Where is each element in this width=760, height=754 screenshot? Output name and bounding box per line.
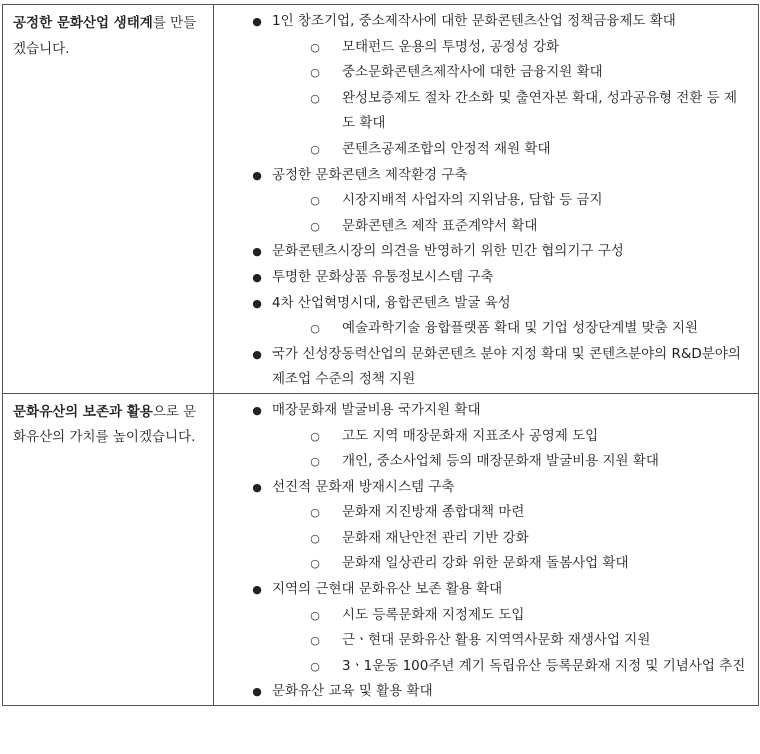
policy-item-text: 4차 산업혁명시대, 융합콘텐츠 발굴 육성 <box>272 294 511 311</box>
policy-subitem-text: 시장지배적 사업자의 지위남용, 담합 등 금지 <box>342 192 603 209</box>
policy-row <box>3 393 759 705</box>
policy-subitem-text: 문화콘텐츠 제작 표준계약서 확대 <box>342 217 538 234</box>
hollow-bullet-icon: ○ <box>310 91 320 105</box>
hollow-bullet-icon: ○ <box>310 455 320 469</box>
policy-subitem <box>214 654 746 680</box>
policy-item-text: 문화유산 교육 및 활용 확대 <box>272 683 433 700</box>
policy-subitem-text: 문화재 재난안전 관리 기반 강화 <box>342 529 529 546</box>
policy-item-text: 국가 신성장동력산업의 문화콘텐츠 분야 지정 확대 및 콘텐츠분야의 R&D분야의 제조업 수준의 정책 지원 <box>272 345 741 388</box>
policy-subitem-list <box>272 603 746 680</box>
policy-subitem-text: 모태펀드 운용의 투명성, 공정성 강화 <box>342 38 560 55</box>
hollow-bullet-icon: ○ <box>310 659 320 673</box>
hollow-bullet-icon: ○ <box>310 66 320 80</box>
policy-subitem <box>214 526 746 552</box>
policy-subitem <box>214 551 746 577</box>
policy-subitem-list <box>272 188 746 239</box>
policy-subitem-text: 개인, 중소사업체 등의 매장문화재 발굴비용 지원 확대 <box>342 453 659 470</box>
hollow-bullet-icon: ○ <box>310 557 320 571</box>
policy-item-text: 매장문화재 발굴비용 국가지원 확대 <box>272 401 481 418</box>
filled-bullet-icon: ● <box>252 270 262 284</box>
policy-subitem-text: 콘텐츠공제조합의 안정적 재원 확대 <box>342 140 551 157</box>
policy-item <box>214 475 758 577</box>
hollow-bullet-icon: ○ <box>310 634 320 648</box>
policy-item-text: 문화콘텐츠시장의 의견을 반영하기 위한 민간 협의기구 구성 <box>272 243 624 260</box>
policy-subitem-list <box>272 500 746 577</box>
policy-table-body <box>3 5 759 706</box>
policy-subitem-text: 예술과학기술 융합플랫폼 확대 및 기업 성장단계별 맞춤 지원 <box>342 320 699 337</box>
policy-subitem <box>214 316 746 342</box>
hollow-bullet-icon: ○ <box>310 506 320 520</box>
policy-subitem <box>214 188 746 214</box>
policy-subitem-text: 완성보증제도 절차 간소화 및 출연자본 확대, 성과공유형 전환 등 제도 확대 <box>342 89 738 132</box>
filled-bullet-icon: ● <box>252 685 262 699</box>
hollow-bullet-icon: ○ <box>310 142 320 156</box>
policy-item <box>214 342 758 393</box>
policy-goal-rest: 으로 문화유산의 가치를 높이겠습니다. <box>13 403 197 446</box>
filled-bullet-icon: ● <box>252 245 262 259</box>
policy-subitem <box>214 449 746 475</box>
policy-goal-text <box>13 11 203 62</box>
policy-row <box>3 5 759 394</box>
policy-subitem-list <box>272 35 746 163</box>
policy-subitem-text: 중소문화콘텐츠제작사에 대한 금융지원 확대 <box>342 64 603 81</box>
policy-goal-text <box>13 400 203 451</box>
policy-item-text: 지역의 근현대 문화유산 보존 활용 확대 <box>272 581 503 598</box>
policy-item-text: 투명한 문화상품 유통정보시스템 구축 <box>272 268 494 285</box>
policy-subitem-text: 근ㆍ현대 문화유산 활용 지역역사문화 재생사업 지원 <box>342 632 651 649</box>
policy-subitem <box>214 60 746 86</box>
filled-bullet-icon: ● <box>252 403 262 417</box>
policy-items-cell <box>214 393 759 705</box>
filled-bullet-icon: ● <box>252 296 262 310</box>
filled-bullet-icon: ● <box>252 480 262 494</box>
policy-subitem-text: 문화재 지진방재 종합대책 마련 <box>342 504 525 521</box>
policy-subitem <box>214 214 746 240</box>
policy-item-text: 선진적 문화재 방재시스템 구축 <box>272 478 455 495</box>
hollow-bullet-icon: ○ <box>310 322 320 336</box>
policy-table <box>2 4 759 706</box>
policy-subitem-text: 3ㆍ1운동 100주년 계기 독립유산 등록문화재 지정 및 기념사업 추진 <box>342 657 746 674</box>
policy-goal-bold: 공정한 문화산업 생태계 <box>13 15 153 31</box>
policy-goal-cell <box>3 5 214 394</box>
policy-subitem <box>214 137 746 163</box>
policy-subitem <box>214 35 746 61</box>
policy-subitem <box>214 603 746 629</box>
filled-bullet-icon: ● <box>252 583 262 597</box>
policy-subitem <box>214 628 746 654</box>
policy-goal-bold: 문화유산의 보존과 활용 <box>13 403 153 420</box>
policy-subitem <box>214 424 746 450</box>
policy-item <box>214 291 758 342</box>
policy-subitem-list <box>272 316 746 342</box>
policy-subitem-list <box>272 424 746 475</box>
filled-bullet-icon: ● <box>252 168 262 182</box>
policy-subitem-text: 고도 지역 매장문화재 지표조사 공영제 도입 <box>342 427 599 444</box>
hollow-bullet-icon: ○ <box>310 40 320 54</box>
policy-item-list <box>214 398 758 705</box>
policy-subitem <box>214 86 746 137</box>
filled-bullet-icon: ● <box>252 15 262 28</box>
policy-item <box>214 398 758 475</box>
hollow-bullet-icon: ○ <box>310 194 320 208</box>
policy-subitem-text: 문화재 일상관리 강화 위한 문화재 돌봄사업 확대 <box>342 555 629 572</box>
policy-subitem <box>214 500 746 526</box>
hollow-bullet-icon: ○ <box>310 429 320 443</box>
filled-bullet-icon: ● <box>252 347 262 361</box>
policy-goal-rest: 를 만들겠습니다. <box>13 15 197 57</box>
policy-item <box>214 9 758 163</box>
policy-item-text: 공정한 문화콘텐츠 제작환경 구축 <box>272 166 468 183</box>
policy-goal-cell <box>3 393 214 705</box>
policy-item <box>214 163 758 240</box>
policy-subitem-text: 시도 등록문화재 지정제도 도입 <box>342 606 525 623</box>
hollow-bullet-icon: ○ <box>310 531 320 545</box>
policy-item-list <box>214 9 758 393</box>
policy-item <box>214 679 758 705</box>
hollow-bullet-icon: ○ <box>310 219 320 233</box>
hollow-bullet-icon: ○ <box>310 608 320 622</box>
policy-item <box>214 239 758 265</box>
policy-item <box>214 265 758 291</box>
policy-item-text: 1인 창조기업, 중소제작사에 대한 문화콘텐츠산업 정책금융제도 확대 <box>272 13 676 29</box>
policy-item <box>214 577 758 679</box>
policy-items-cell <box>214 5 759 394</box>
